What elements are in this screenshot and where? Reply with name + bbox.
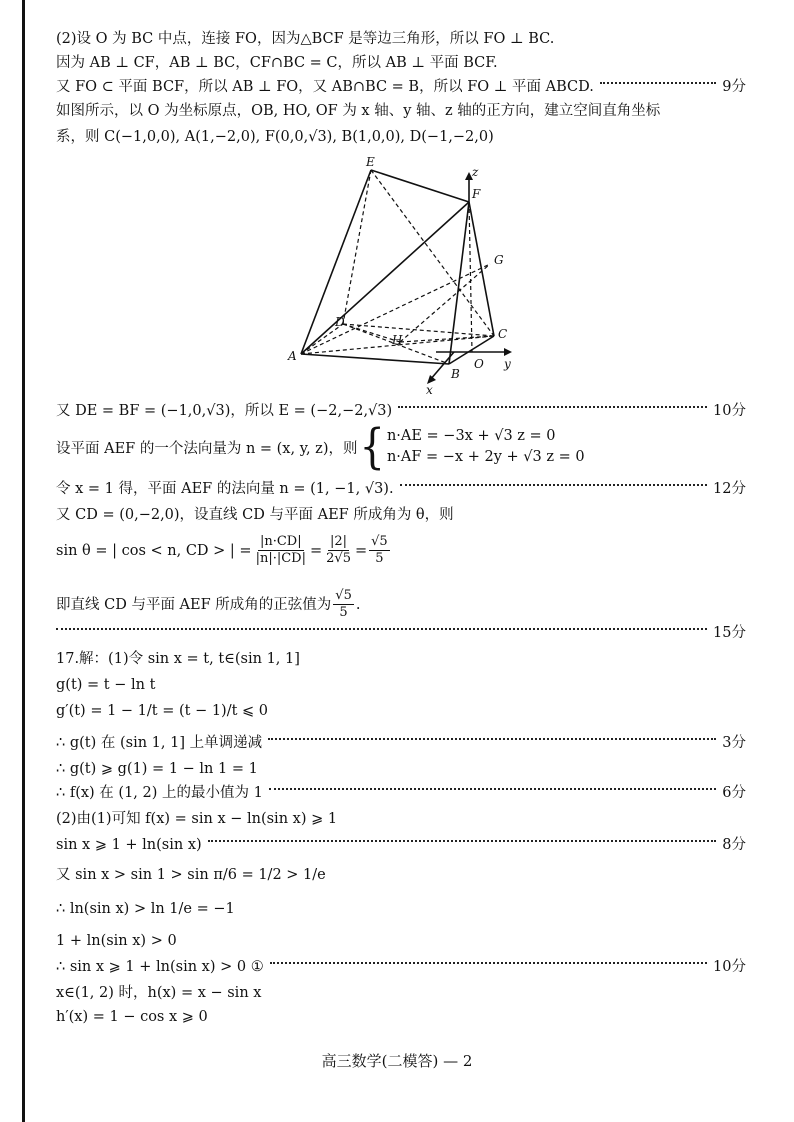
fraction bbox=[369, 534, 390, 567]
score-line bbox=[56, 622, 746, 644]
denominator: |n|·|CD| bbox=[255, 551, 306, 566]
numerator: |2| bbox=[330, 534, 348, 549]
conclusion-line bbox=[56, 588, 360, 621]
text-line: ∴ sin x ⩾ 1 + ln(sin x) > 0 ① bbox=[56, 959, 264, 975]
score: 12分 bbox=[713, 481, 746, 497]
equals-sign: = bbox=[309, 542, 323, 559]
text-line: h′(x) = 1 − cos x ⩾ 0 bbox=[56, 1009, 208, 1025]
text-line: sin θ = | cos < n, CD > | = bbox=[56, 542, 252, 559]
dot-leader bbox=[269, 788, 716, 790]
left-margin-rule bbox=[22, 0, 25, 1122]
label-C: C bbox=[498, 327, 508, 341]
text-line: 又 CD = (0,−2,0)，设直线 CD 与平面 AEF 所成角为 θ，则 bbox=[56, 507, 454, 523]
text-line: x∈(1, 2) 时，h(x) = x − sin x bbox=[56, 985, 262, 1001]
score-line bbox=[56, 76, 746, 98]
equation-system bbox=[387, 426, 585, 468]
equation-row: n·AE = −3x + √3 z = 0 bbox=[386, 428, 556, 444]
label-z: z bbox=[472, 165, 479, 179]
period: . bbox=[355, 596, 361, 613]
geometry-figure bbox=[286, 156, 526, 396]
page-footer: 高三数学(二模答) — 2 bbox=[321, 1052, 473, 1070]
edge-ED bbox=[343, 170, 371, 324]
score: 10分 bbox=[713, 403, 746, 419]
dot-leader bbox=[268, 738, 716, 740]
edge-FB bbox=[449, 202, 469, 364]
edge-EF bbox=[371, 170, 469, 202]
denominator: 5 bbox=[339, 605, 348, 620]
score: 10分 bbox=[713, 959, 746, 975]
text-line: (2)设 O 为 BC 中点，连接 FO，因为△BCF 是等边三角形，所以 FO ⊥ BC. bbox=[56, 31, 555, 47]
label-B: B bbox=[451, 367, 460, 381]
text-line: 如图所示，以 O 为坐标原点，OB, HO, OF 为 x 轴、y 轴、z 轴的正方向，建立空间直角坐标 bbox=[56, 103, 661, 119]
text-line: 令 x = 1 得，平面 AEF 的法向量 n = (1, −1, √3). bbox=[56, 481, 394, 497]
text-line: ∴ f(x) 在 (1, 2) 上的最小值为 1 bbox=[56, 785, 263, 801]
score-line bbox=[56, 478, 746, 500]
equals-sign: = bbox=[354, 542, 368, 559]
label-A: A bbox=[288, 349, 297, 363]
dot-leader bbox=[208, 840, 717, 842]
text-line: ∴ g(t) 在 (sin 1, 1] 上单调递减 bbox=[56, 735, 263, 751]
text-line: 17.解：(1)令 sin x = t, t∈(sin 1, 1] bbox=[56, 651, 300, 667]
label-H: H bbox=[392, 333, 403, 347]
dot-leader bbox=[600, 82, 716, 84]
score: 15分 bbox=[713, 625, 746, 641]
edge-AB bbox=[301, 354, 449, 364]
text-line: sin x ⩾ 1 + ln(sin x) bbox=[56, 837, 202, 853]
text-line: 系，则 C(−1,0,0), A(1,−2,0), F(0,0,√3), B(1,0,0), D(−1,−2,0) bbox=[56, 129, 494, 145]
normal-vector-system bbox=[56, 419, 585, 475]
score-line bbox=[56, 782, 746, 804]
denominator: 2√5 bbox=[326, 551, 351, 566]
score-line bbox=[56, 834, 746, 856]
label-y: y bbox=[504, 357, 511, 371]
text-line: ∴ ln(sin x) > ln 1/e = −1 bbox=[56, 901, 235, 917]
label-G: G bbox=[494, 253, 504, 267]
edge-HC bbox=[400, 336, 494, 342]
text-line: ∴ g(t) ⩾ g(1) = 1 − ln 1 = 1 bbox=[56, 761, 258, 777]
numerator: |n·CD| bbox=[259, 534, 302, 549]
dot-leader bbox=[398, 406, 707, 408]
dot-leader bbox=[56, 628, 707, 630]
score: 9分 bbox=[722, 79, 746, 95]
text-line: 1 + ln(sin x) > 0 bbox=[56, 933, 177, 949]
score: 6分 bbox=[722, 785, 746, 801]
fraction bbox=[333, 588, 354, 621]
score: 8分 bbox=[722, 837, 746, 853]
text-line: g(t) = t − ln t bbox=[56, 677, 156, 693]
sine-formula bbox=[56, 534, 392, 567]
equation-row: n·AF = −x + 2y + √3 z = 0 bbox=[386, 449, 585, 465]
text-line: 又 DE = BF = (−1,0,√3)，所以 E = (−2,−2,√3) bbox=[56, 403, 393, 419]
dot-leader bbox=[400, 484, 707, 486]
label-x: x bbox=[426, 383, 433, 396]
y-arrow-head bbox=[504, 348, 512, 356]
label-O: O bbox=[474, 357, 484, 371]
text-line: 又 sin x > sin 1 > sin π/6 = 1/2 > 1/e bbox=[56, 867, 326, 883]
score: 3分 bbox=[722, 735, 746, 751]
edge-FC bbox=[469, 202, 494, 336]
score-line bbox=[56, 732, 746, 754]
edge-FO bbox=[469, 202, 472, 352]
text-line: 设平面 AEF 的一个法向量为 n = (x, y, z)，则 bbox=[56, 440, 358, 457]
dot-leader bbox=[270, 962, 707, 964]
text-line: (2)由(1)可知 f(x) = sin x − ln(sin x) ⩾ 1 bbox=[56, 811, 338, 827]
fraction bbox=[324, 534, 353, 567]
edge-AF bbox=[301, 202, 469, 354]
brace: { bbox=[359, 419, 385, 475]
fraction bbox=[254, 534, 308, 567]
score-line bbox=[56, 956, 746, 978]
text-line: g′(t) = 1 − 1/t = (t − 1)/t ⩽ 0 bbox=[56, 703, 269, 719]
text-line: 即直线 CD 与平面 AEF 所成角的正弦值为 bbox=[56, 596, 332, 613]
denominator: 5 bbox=[375, 551, 384, 566]
label-E: E bbox=[366, 156, 375, 169]
edge-HG bbox=[400, 264, 490, 342]
numerator: √5 bbox=[335, 588, 352, 603]
label-D: D bbox=[335, 315, 345, 329]
score-line bbox=[56, 400, 746, 422]
numerator: √5 bbox=[371, 534, 388, 549]
text-line: 又 FO ⊂ 平面 BCF，所以 AB ⊥ FO，又 AB∩BC = B，所以 FO ⊥ 平面 ABCD. bbox=[56, 79, 594, 95]
label-F: F bbox=[472, 187, 481, 201]
text-line: 因为 AB ⊥ CF，AB ⊥ BC，CF∩BC = C，所以 AB ⊥ 平面 BCF. bbox=[56, 55, 498, 71]
